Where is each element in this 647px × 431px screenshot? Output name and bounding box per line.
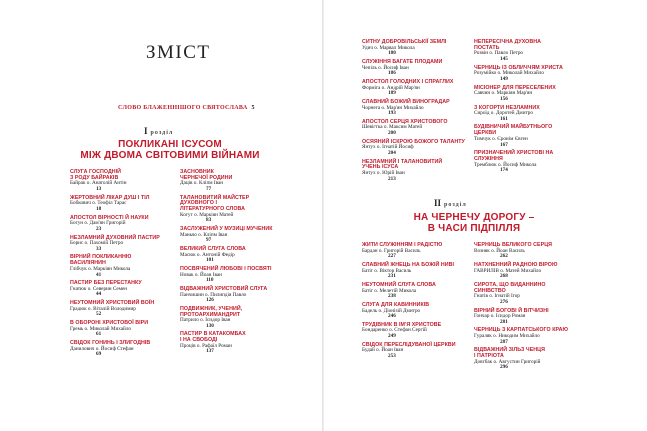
entry-title: МІСІОНЕР ДЛЯ ПЕРЕСЕЛЕНИХ bbox=[474, 84, 556, 91]
toc-entry bbox=[180, 307, 300, 330]
entry-page-number: 149 bbox=[500, 75, 508, 82]
entry-author: Борис о. Пахомій Петро bbox=[70, 240, 124, 247]
entry-author: Бардан о. Григорій Василь bbox=[362, 247, 421, 254]
toc-entry bbox=[70, 170, 190, 193]
entry-title: ПРОТОАРХИМАНДРИТ bbox=[180, 311, 241, 318]
entry-page-number: 180 bbox=[388, 50, 396, 57]
entry-title: ЧЕРНИЦЬ ВЕЛИКОГО СЕРЦЯ bbox=[474, 242, 552, 248]
entry-title: БУДІВНИЧИЙ МАЙБУТНЬОГО bbox=[474, 124, 553, 131]
entry-author: Даців о. Кліпм Іван bbox=[180, 180, 224, 187]
entry-page-number: 167 bbox=[500, 141, 508, 148]
entry-author: Бадель о. Діонізій Дмитро bbox=[362, 307, 421, 314]
entry-page-number: 186 bbox=[388, 70, 396, 77]
entry-author: Гончар о. Ісидор Роман bbox=[474, 313, 526, 320]
toc-entry bbox=[474, 328, 594, 345]
entry-title: З КОГОРТИ НЕЗЛАМНИХ bbox=[474, 104, 540, 111]
entry-title: СЛУЖІННЯ bbox=[474, 155, 503, 162]
toc-entry bbox=[70, 281, 190, 298]
entry-author: Савчин о. Маркіян Мар'ян bbox=[474, 90, 533, 97]
entry-author: Батіг о. Віктор Василь bbox=[362, 267, 412, 274]
toc-entry bbox=[362, 60, 482, 77]
left-page bbox=[0, 0, 323, 431]
entry-page-number: 145 bbox=[500, 56, 508, 63]
section-2-title-line: НА ЧЕРНЕЧУ ДОРОГУ – bbox=[413, 212, 535, 223]
entry-author: Чепіль о. Йосиф Іван bbox=[362, 64, 409, 71]
intro-title: СЛОВО БЛАЖЕННІШОГО СВЯТОСЛАВА bbox=[118, 105, 248, 111]
entry-author: Будай о. Йоан Іван bbox=[362, 347, 404, 354]
entry-page-number: 41 bbox=[96, 271, 102, 278]
toc-entry bbox=[474, 66, 594, 83]
toc-entry bbox=[362, 323, 482, 340]
entry-author: Довгбак о. Августин Григорій bbox=[474, 358, 541, 365]
entry-title: СЛУГА ДЛЯ КАВИННИКІВ bbox=[362, 301, 430, 308]
toc-entry bbox=[362, 40, 482, 57]
toc-entry bbox=[362, 100, 482, 117]
entry-title: ЖЕРТОВНИЙ ЛІКАР ДУШ І ТІЛ bbox=[70, 194, 150, 201]
toc-entry bbox=[362, 243, 482, 260]
entry-title: ЧЕРНИЦЬ ІЗ ОБЛИЧЧЯМ ХРИСТА bbox=[474, 64, 563, 71]
entry-title: ВІДВАЖНИЙ ЗІЛЬЗ ЧЕНЦЯ bbox=[474, 347, 545, 354]
entry-title: ЧЕРНЕЧОЇ РОДИНИ bbox=[180, 174, 233, 181]
entry-author: Янтух о. Юрій Іван bbox=[362, 170, 405, 177]
entry-title: ВЕЛИКИЙ СЛУГА СЛОВА bbox=[180, 245, 246, 252]
entry-author: Байрак о. Анатолій Антін bbox=[70, 180, 127, 187]
entry-page-number: 126 bbox=[206, 297, 214, 304]
entry-page-number: 69 bbox=[96, 351, 102, 358]
entry-title: НЕЗЛАМНИЙ І ТАЛАНОВИТИЙ bbox=[362, 158, 443, 165]
toc-entry bbox=[474, 283, 594, 306]
entry-title: СЛУГА ГОСПОДНІЙ bbox=[70, 169, 122, 175]
entry-page-number: 227 bbox=[388, 253, 396, 260]
entry-page-number: 44 bbox=[96, 291, 102, 298]
entry-title: ПОДВИЖНИК, УЧЕНИЙ, bbox=[180, 305, 243, 312]
entry-title: І НА СВОБОДІ bbox=[180, 337, 218, 344]
entry-author: Гремь о. Миколай Михайло bbox=[70, 325, 132, 332]
entry-title: СИТНУ ДОБРОВІЛЬСЬКІЇ ЗЕМЛІ bbox=[362, 39, 447, 45]
right-column-4 bbox=[474, 243, 594, 374]
entry-author: ГАВРИЛІВ о. Матей Михайло bbox=[474, 267, 542, 274]
entry-page-number: 213 bbox=[388, 175, 396, 182]
entry-author: Проців о. Рафаїл Роман bbox=[180, 342, 232, 349]
toc-entry bbox=[362, 263, 482, 280]
toc-entry bbox=[70, 341, 190, 358]
entry-page-number: 97 bbox=[206, 237, 212, 244]
entry-page-number: 130 bbox=[206, 322, 214, 329]
entry-title: ПАСТИР В КАТАКОМБАХ bbox=[180, 331, 246, 338]
toc-entry bbox=[474, 309, 594, 326]
toc-entry bbox=[474, 263, 594, 280]
entry-title: СЛАВНИЙ ЖНЕЦЬ НА БОЖІЙ НИВІ bbox=[362, 261, 455, 268]
entry-author: Маньчо о. Кліпм Іван bbox=[180, 231, 228, 238]
section-2-heading bbox=[434, 198, 467, 208]
toc-entry bbox=[70, 255, 190, 278]
entry-page-number: 189 bbox=[388, 90, 396, 97]
section-1-title-line: МІЖ ДВОМА СВІТОВИМИ ВІЙНАМИ bbox=[80, 150, 260, 161]
entry-page-number: 253 bbox=[388, 353, 396, 360]
entry-author: Батіг о. Мелетій Микола bbox=[362, 287, 417, 294]
toc-entry bbox=[362, 140, 482, 157]
toc-entry bbox=[180, 287, 300, 304]
entry-page-number: 287 bbox=[500, 338, 508, 345]
entry-title: ПАСТИР БЕЗ ПЕРЕСТАНКУ bbox=[70, 280, 142, 287]
entry-author: Янтух о. Ігнатій Йосиф bbox=[362, 144, 414, 151]
toc-entry bbox=[474, 40, 594, 63]
section-2-number: II bbox=[434, 198, 442, 208]
right-page bbox=[324, 0, 647, 431]
entry-title: АПОСТОЛ ВІРНОСТІ Й НАУКИ bbox=[70, 214, 149, 221]
entry-title: ЦЕРКВИ bbox=[474, 130, 497, 137]
toc-entry bbox=[180, 170, 300, 193]
intro-entry bbox=[118, 105, 255, 111]
entry-author: Гнатюк о. Северин Семен bbox=[70, 285, 128, 292]
intro-page: 5 bbox=[251, 105, 255, 111]
entry-author: Розумійко о. Миколай Михайло bbox=[474, 70, 544, 77]
entry-title: НЕУТОМНИЙ СЛУГА СЛОВА bbox=[362, 281, 436, 288]
entry-author: Панчишин о. Пилипдія Павло bbox=[180, 291, 247, 298]
entry-page-number: 61 bbox=[96, 331, 102, 338]
entry-title: ПОСТАТЬ bbox=[474, 44, 500, 51]
right-column-3 bbox=[362, 243, 482, 363]
entry-title: СВІДОК ГОНИНЬ І ЗЛИГОДНІВ bbox=[70, 339, 151, 346]
entry-page-number: 77 bbox=[206, 186, 212, 193]
entry-title: ЧЕРНИЦЬ З КАРПАТСЬКОГО КРАЮ bbox=[474, 327, 569, 334]
toc-entry bbox=[474, 243, 594, 260]
toc-entry bbox=[362, 120, 482, 137]
entry-title: ТРУДІВНИК В ІМ'Я ХРИСТОВЕ bbox=[362, 321, 442, 328]
entry-author: Масюк о. Антоній Федір bbox=[180, 251, 235, 258]
entry-page-number: 238 bbox=[388, 293, 396, 300]
entry-title: ВІРНИЙ БОГОВІ Й ВІТЧИЗНІ bbox=[474, 307, 549, 314]
entry-title: НЕПЕРЕСІЧНА ДУХОВНА bbox=[474, 39, 541, 45]
toc-title: ЗМІСТ bbox=[146, 42, 211, 63]
entry-page-number: 18 bbox=[96, 205, 102, 212]
entry-title: НЕЗЛАМНИЙ ДУХОВНИЙ ПАСТИР bbox=[70, 234, 160, 241]
entry-title: ЖИТИ СЛУЖІННЯМ І РАДІСТЮ bbox=[362, 242, 443, 248]
section-1-title bbox=[60, 139, 280, 161]
entry-title: ЗАСЛУЖЕНИЙ У МУЗИЦІ МУЧЕНИК bbox=[180, 226, 273, 233]
entry-title: АПОСТОЛ СЕРЦЯ ХРИСТОВОГО bbox=[362, 118, 448, 125]
section-1-word: розділ bbox=[150, 130, 174, 136]
entry-title: ВІДВАЖНИЙ ХРИСТОВИЙ СЛУГА bbox=[180, 285, 268, 292]
toc-entry bbox=[474, 151, 594, 174]
entry-title: НЕУТОМНИЙ ХРИСТОВИЙ ВОЇН bbox=[70, 300, 155, 307]
entry-title: ВІРНИЙ ПОКЛИКАННЮ bbox=[70, 254, 132, 261]
entry-author: Когут о. Маркіян Матей bbox=[180, 211, 234, 218]
section-1-title-line: ПОКЛИКАНІ ІСУСОМ bbox=[118, 139, 222, 150]
entry-author: Форміга о. Андрій Мар'ян bbox=[362, 84, 420, 91]
entry-page-number: 137 bbox=[206, 348, 214, 355]
entry-page-number: 156 bbox=[500, 95, 508, 102]
right-column-1 bbox=[362, 40, 482, 185]
entry-title: ОСЯЯНИЙ ІСКРОЮ БОЖОГО ТАЛАНТУ bbox=[362, 138, 465, 145]
section-2-word: розділ bbox=[444, 202, 467, 208]
entry-author: Сироїд о. Доротей Дмитро bbox=[474, 110, 533, 117]
entry-author: Градюк о. Віталій Володимир bbox=[70, 305, 136, 312]
entry-title: ЛІТЕРАТУРНОГО СЛОВА bbox=[180, 206, 245, 213]
entry-author: Удич о. Марвал Микола bbox=[362, 44, 415, 51]
entry-author: Бобкович о. Теофіл Тарас bbox=[70, 200, 127, 207]
entry-author: Возняк о. Йоан Василь bbox=[474, 247, 525, 254]
toc-entry bbox=[362, 283, 482, 300]
toc-entry bbox=[180, 332, 300, 355]
entry-author: Гураляк о. Никодим Михайло bbox=[474, 333, 540, 340]
entry-page-number: 204 bbox=[388, 150, 396, 157]
entry-page-number: 110 bbox=[206, 277, 214, 284]
toc-entry bbox=[180, 267, 300, 284]
entry-title: СВІДОК ПЕРЕСЛІДУВАНОЇ ЦЕРКВИ bbox=[362, 341, 456, 348]
toc-entry bbox=[362, 80, 482, 97]
entry-page-number: 249 bbox=[388, 333, 396, 340]
entry-page-number: 161 bbox=[500, 115, 508, 122]
toc-entry bbox=[70, 301, 190, 318]
entry-author: Данилович о. Йосиф Стефан bbox=[70, 345, 134, 352]
entry-author: Шевігтка о. Максим Матей bbox=[362, 124, 423, 131]
toc-entry bbox=[180, 227, 300, 244]
entry-title: СИНІВСТВО bbox=[474, 287, 506, 294]
entry-page-number: 246 bbox=[388, 313, 396, 320]
toc-entry bbox=[70, 196, 190, 213]
entry-author: Новак о. Йоан Іван bbox=[180, 271, 222, 278]
entry-author: Богун о. Дам'ян Григорій bbox=[70, 220, 126, 227]
toc-entry bbox=[474, 125, 594, 148]
entry-page-number: 268 bbox=[500, 273, 508, 280]
toc-entry bbox=[474, 348, 594, 371]
entry-author: Тимчук о. Єронім Євген bbox=[474, 135, 528, 142]
entry-page-number: 281 bbox=[500, 318, 508, 325]
entry-page-number: 174 bbox=[500, 167, 508, 174]
entry-author: Патрило о. Ісидор Іван bbox=[180, 317, 231, 324]
entry-page-number: 296 bbox=[500, 364, 508, 371]
entry-page-number: 83 bbox=[206, 217, 212, 224]
entry-page-number: 200 bbox=[388, 130, 396, 137]
entry-title: СЛУЖІННЯ БАГАТЕ ПЛОДАМИ bbox=[362, 58, 443, 65]
entry-title: СИРОТА, ЩО ВИДАННИНО bbox=[474, 281, 546, 288]
entry-title: ТАЛАНОВИТИЙ МАЙСТЕР bbox=[180, 194, 250, 201]
entry-title: НАТХНЕННИЙ РАДНОЮ ВІРОЮ bbox=[474, 261, 558, 268]
section-1-heading bbox=[144, 126, 173, 136]
toc-entry bbox=[180, 247, 300, 264]
entry-author: Бондаренко о. Стефан Сергій bbox=[362, 327, 427, 334]
entry-title: З РОДУ БАЙРАКІВ bbox=[70, 174, 119, 181]
entry-title: ВАСИЛІЯНИН bbox=[70, 260, 106, 267]
entry-page-number: 23 bbox=[96, 225, 102, 232]
entry-page-number: 262 bbox=[500, 253, 508, 260]
entry-page-number: 52 bbox=[96, 311, 102, 318]
left-column-2 bbox=[180, 170, 300, 358]
toc-entry bbox=[70, 216, 190, 233]
toc-entry bbox=[362, 343, 482, 360]
entry-author: Чорнега о. Мар'ян Михайло bbox=[362, 104, 424, 111]
entry-page-number: 13 bbox=[96, 186, 102, 193]
entry-author: Розвін о. Павло Петро bbox=[474, 50, 524, 57]
entry-page-number: 276 bbox=[500, 298, 508, 305]
entry-author: Тремблюк о. Йосиф Микола bbox=[474, 161, 537, 168]
section-2-title-line: В ЧАСИ ПІДПІЛЛЯ bbox=[427, 223, 521, 234]
entry-title: І ПАТРІОТА bbox=[474, 353, 504, 360]
toc-entry bbox=[70, 321, 190, 338]
entry-author: Глібчук о. Маркіян Микола bbox=[70, 265, 131, 272]
entry-title: СЛАВНИЙ БОЖИЙ ВИНОГРАДАР bbox=[362, 98, 450, 105]
toc-entry bbox=[180, 196, 300, 224]
entry-title: УЧЕНЬ ІСУСА bbox=[362, 164, 399, 171]
left-column-1 bbox=[70, 170, 190, 361]
entry-page-number: 101 bbox=[206, 257, 214, 264]
toc-entry bbox=[474, 106, 594, 123]
right-column-2 bbox=[474, 40, 594, 177]
entry-title: ПОСВЯЧЕНИЙ ЛЮБОВІ І ПОСВЯТІ bbox=[180, 265, 272, 272]
entry-page-number: 231 bbox=[388, 273, 396, 280]
toc-entry bbox=[362, 160, 482, 183]
toc-entry bbox=[474, 86, 594, 103]
entry-page-number: 33 bbox=[96, 245, 102, 252]
entry-title: АПОСТОЛ ГОЛОДНИХ І СПРАГЛИХ bbox=[362, 78, 454, 85]
entry-title: ЗАСНОВНИК bbox=[180, 169, 214, 175]
entry-title: ПРИЗНАЧЕНИЙ ХРИСТОВІ НА bbox=[474, 150, 554, 157]
section-1-number: I bbox=[144, 126, 148, 136]
toc-entry bbox=[362, 303, 482, 320]
entry-page-number: 193 bbox=[388, 110, 396, 117]
entry-author: Гнатів о. Ігнатій Ігор bbox=[474, 293, 520, 300]
toc-entry bbox=[70, 236, 190, 253]
entry-title: ДУХОВНОГО І bbox=[180, 200, 217, 207]
section-2-title bbox=[374, 212, 574, 234]
entry-title: В ОБОРОНІ ХРИСТОВОЇ ВІРИ bbox=[70, 320, 149, 326]
